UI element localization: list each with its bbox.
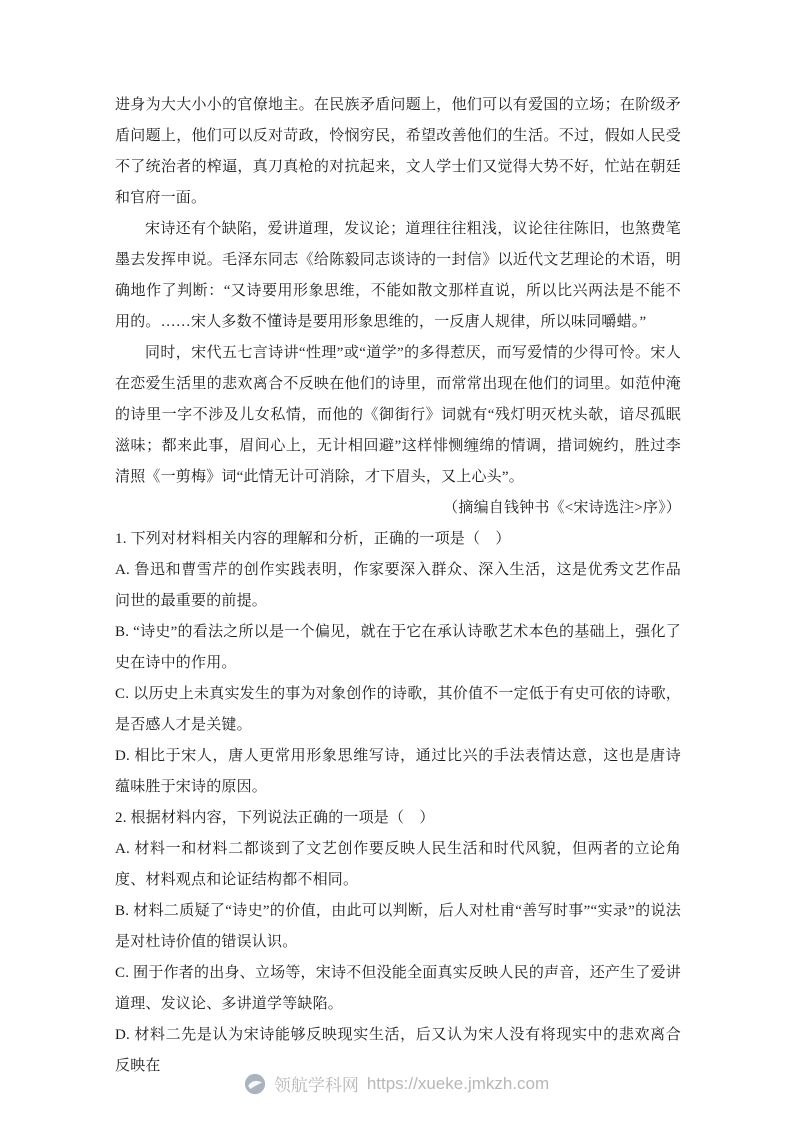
exam-content [115, 90, 681, 1082]
xueke-logo-icon [244, 1073, 266, 1095]
question-1-option-b: B. “诗史”的看法之所以是一个偏见，就在于它在承认诗歌艺术本色的基础上，强化了史在诗中的作用。 [115, 624, 681, 671]
watermark-site-name: 领航学科网 [273, 1076, 359, 1095]
watermark [0, 1071, 793, 1096]
question-1-stem: 1. 下列对材料相关内容的理解和分析，正确的一项是（ ） [115, 531, 511, 547]
question-1-option-d: D. 相比于宋人，唐人更常用形象思维写诗，通过比兴的手法表情达意，这也是唐诗蕴味胜于宋诗的原因。 [115, 748, 681, 795]
question-2-option-b: B. 材料二质疑了“诗史”的价值，由此可以判断，后人对杜甫“善写时事”“实录”的说法是对杜诗价值的错误认识。 [115, 903, 681, 950]
question-2-option-c: C. 囿于作者的出身、立场等，宋诗不但没能全面真实反映人民的声音，还产生了爱讲道理、发议论、多讲道学等缺陷。 [115, 965, 681, 1012]
paragraph-song-poetry-flaw: 宋诗还有个缺陷，爱讲道理，发议论；道理往往粗浅，议论往往陈旧，也煞费笔墨去发挥申说。毛泽东同志《给陈毅同志谈诗的一封信》以近代文艺理论的术语，明确地作了判断：“又诗要用形象思维，不能如散文那样直说，所以比兴两法是不能不用的。……宋人多数不懂诗是要用形象思维的，一反唐人规律，所以味同嚼蜡。” [115, 221, 681, 330]
watermark-url: https://xueke.jmkzh.com [366, 1073, 550, 1093]
question-2-stem: 2. 根据材料内容，下列说法正确的一项是（ ） [115, 810, 435, 826]
source-attribution: （摘编自钱钟书《<宋诗选注>序》） [443, 500, 681, 516]
paragraph-song-ci-love: 同时，宋代五七言诗讲“性理”或“道学”的多得惹厌，而写爱情的少得可怜。宋人在恋爱生活里的悲欢离合不反映在他们的诗里，而常常出现在他们的词里。如范仲淹的诗里一字不涉及儿女私情，而他的《御街行》词就有“残灯明灭枕头欹，谙尽孤眠滋味；都来此事，眉间心上，无计相回避”这样悱恻缠绵的情调，措词婉约，胜过李清照《一剪梅》词“此情无计可消除，才下眉头，又上心头”。 [115, 345, 681, 485]
question-1-option-a: A. 鲁迅和曹雪芹的创作实践表明，作家要深入群众、深入生活，这是优秀文艺作品问世的最重要的前提。 [115, 562, 681, 609]
question-1-option-c: C. 以历史上未真实发生的事为对象创作的诗歌，其价值不一定低于有史可依的诗歌，是否感人才是关键。 [115, 686, 681, 733]
question-2-option-d: D. 材料二先是认为宋诗能够反映现实生活，后又认为宋人没有将现实中的悲欢离合反映在 [115, 1027, 681, 1074]
question-2-option-a: A. 材料一和材料二都谈到了文艺创作要反映人民生活和时代风貌，但两者的立论角度、材料观点和论证结构都不相同。 [115, 841, 681, 888]
paragraph-continuation: 进身为大大小小的官僚地主。在民族矛盾问题上，他们可以有爱国的立场；在阶级矛盾问题上，他们可以反对苛政，怜悯穷民，希望改善他们的生活。不过，假如人民受不了统治者的榨逼，真刀真枪的对抗起来，文人学士们又觉得大势不好，忙站在朝廷和官府一面。 [115, 97, 681, 206]
